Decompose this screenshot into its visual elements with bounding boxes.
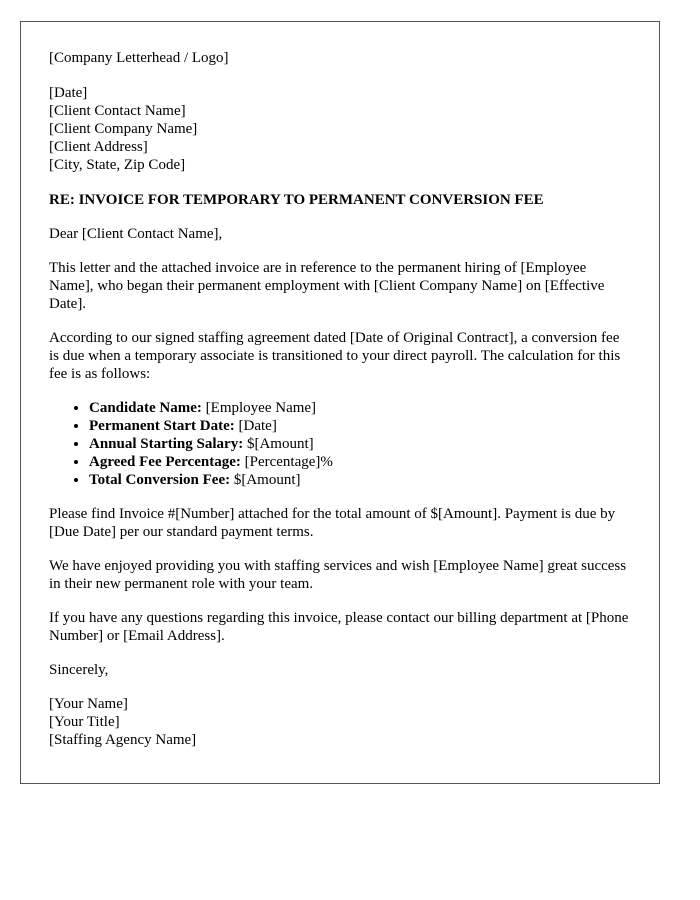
detail-value: [Employee Name] [201,400,317,416]
thanks-paragraph: We have enjoyed providing you with staffing services and wish [Employee Name] great success in their new permanent role with your team. [49,558,627,592]
detail-item-candidate-name [89,399,631,417]
subject-line: RE: INVOICE FOR TEMPORARY TO PERMANENT CONVERSION FEE [49,192,544,208]
client-contact-name: [Client Contact Name] [49,103,186,119]
detail-value: $[Amount] [230,472,301,488]
detail-item-fee-percentage [89,453,631,471]
client-city-state-zip: [City, State, Zip Code] [49,157,186,173]
detail-item-salary [89,435,631,453]
detail-label: Annual Starting Salary: [89,436,244,452]
salutation: Dear [Client Contact Name], [49,226,223,242]
fee-details-list [49,399,631,489]
letter-date: [Date] [49,85,88,101]
letterhead: [Company Letterhead / Logo] [49,50,229,66]
client-address: [Client Address] [49,139,148,155]
client-company-name: [Client Company Name] [49,121,198,137]
intro-paragraph: This letter and the attached invoice are in reference to the permanent hiring of [Employee Name], who began their permanent employment with [Client Company Name] on [Effective Date]. [49,260,605,312]
agency-name: [Staffing Agency Name] [49,732,197,748]
signer-title: [Your Title] [49,714,120,730]
detail-value: [Percentage]% [240,454,333,470]
recipient-block [49,84,631,174]
signer-name: [Your Name] [49,696,128,712]
invoice-paragraph: Please find Invoice #[Number] attached for the total amount of $[Amount]. Payment is due by [Due Date] per our standard payment terms. [49,506,616,540]
signature-block [49,695,631,749]
detail-label: Permanent Start Date: [89,418,235,434]
detail-item-start-date [89,417,631,435]
agreement-paragraph: According to our signed staffing agreement dated [Date of Original Contract], a conversion fee is due when a temporary associate is transitioned to your direct payroll. The calculation for this fee is as follows: [49,330,621,382]
detail-value: [Date] [234,418,277,434]
letter-page [20,21,660,784]
detail-value: $[Amount] [243,436,314,452]
questions-paragraph: If you have any questions regarding this invoice, please contact our billing department at [Phone Number] or [Email Address]. [49,610,629,644]
detail-label: Candidate Name: [89,400,202,416]
detail-item-total-fee [89,471,631,489]
detail-label: Total Conversion Fee: [89,472,231,488]
detail-label: Agreed Fee Percentage: [89,454,241,470]
closing: Sincerely, [49,662,109,678]
